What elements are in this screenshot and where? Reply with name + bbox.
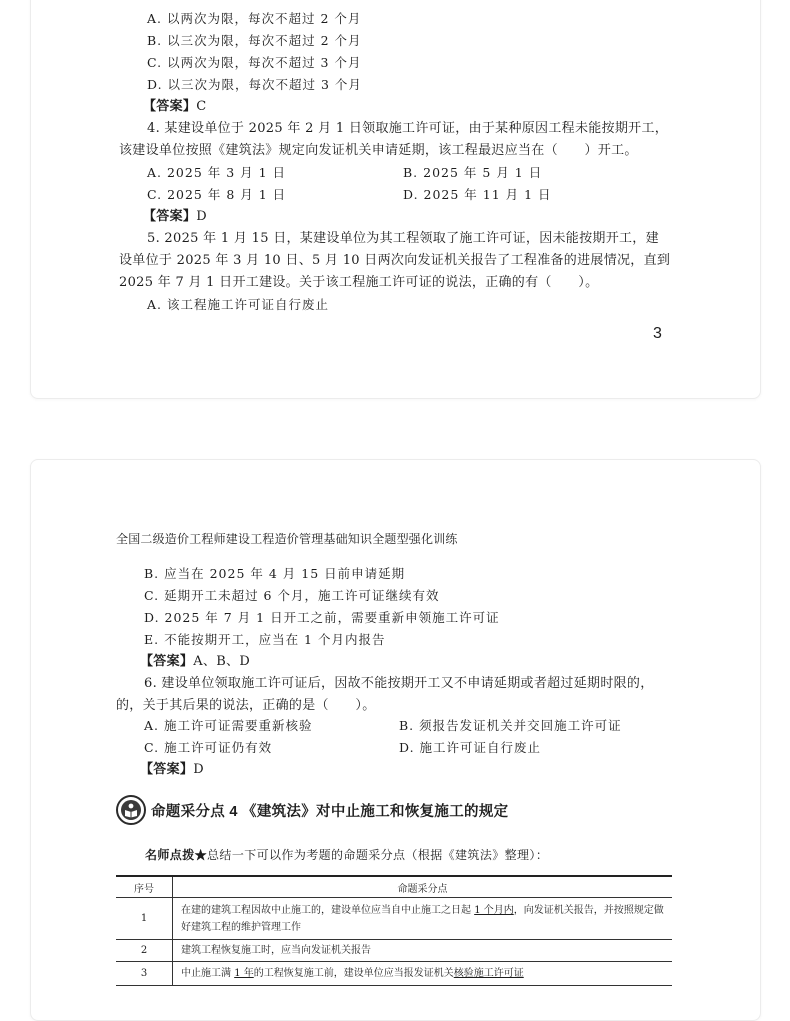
row-text-underlined: 1 个月内 (474, 904, 514, 916)
row-text-part: ，向发证机关报告，并按照规定做好建筑工程的维护管理工作 (181, 904, 664, 933)
tip-label: 名师点拨★ (145, 848, 208, 862)
q5-option-e: E. 不能按期开工，应当在 1 个月内报告 (144, 632, 386, 647)
row-text-part: 在建的建筑工程因故中止施工的，建设单位应当自中止施工之日起 (181, 904, 475, 916)
running-header: 全国二级造价工程师建设工程造价管理基础知识全题型强化训练 (116, 532, 458, 546)
q3-option-b: B. 以三次为限，每次不超过 2 个月 (147, 33, 362, 48)
row-text-underlined: 核验施工许可证 (453, 968, 524, 979)
answer-value: D (196, 209, 207, 224)
q5-option-b: B. 应当在 2025 年 4 月 15 日前申请延期 (144, 566, 406, 581)
page-number: 3 (653, 325, 662, 342)
row-text (173, 940, 673, 962)
q3-option-a: A. 以两次为限，每次不超过 2 个月 (147, 11, 362, 26)
answer-label: 【答案】 (140, 654, 194, 669)
document-page-1 (30, 0, 761, 399)
q5-text-line-2: 设单位于 2025 年 3 月 10 日、5 月 10 日两次向发证机关报告了工程准备的进展情况，直到 (119, 253, 671, 268)
table-row (116, 962, 672, 986)
q4-option-d: D. 2025 年 11 月 1 日 (403, 187, 552, 202)
document-page-2 (30, 459, 761, 1021)
reading-book-icon (116, 795, 146, 825)
column-header-points: 命题采分点 (173, 876, 673, 898)
q6-option-d: D. 施工许可证自行废止 (399, 740, 542, 755)
q5-text-line-3: 2025 年 7 月 1 日开工建设。关于该工程施工许可证的说法，正确的有（ ）。 (119, 275, 599, 290)
table-header-row (116, 876, 672, 898)
table-row (116, 940, 672, 962)
row-text-part: 的工程恢复施工前，建设单位应当报发证机关 (253, 968, 454, 979)
q6-answer (140, 762, 204, 778)
row-text (173, 898, 673, 940)
answer-label: 【答案】 (140, 762, 194, 777)
teacher-tip (145, 846, 548, 863)
q5-option-c: C. 延期开工未超过 6 个月，施工许可证继续有效 (144, 588, 440, 603)
answer-value: C (196, 99, 207, 114)
q6-text-line-2: 的，关于其后果的说法，正确的是（ ）。 (116, 698, 376, 713)
q4-answer (143, 209, 207, 225)
row-text-part: 建筑工程恢复施工时，应当向发证机关报告 (181, 945, 371, 956)
q5-option-a: A. 该工程施工许可证自行废止 (147, 297, 329, 312)
row-text-underlined: 1 年 (234, 968, 254, 979)
answer-label: 【答案】 (143, 209, 197, 224)
q3-option-c: C. 以两次为限，每次不超过 3 个月 (147, 55, 362, 70)
row-number: 1 (116, 898, 173, 940)
q6-option-c: C. 施工许可证仍有效 (144, 740, 273, 755)
q3-option-d: D. 以三次为限，每次不超过 3 个月 (147, 77, 362, 92)
q4-option-a: A. 2025 年 3 月 1 日 (147, 165, 287, 180)
section-title: 命题采分点 4 《建筑法》对中止施工和恢复施工的规定 (151, 804, 509, 820)
q5-answer (140, 654, 250, 670)
answer-value: A、B、D (193, 654, 251, 669)
row-text-part: 中止施工满 (181, 968, 235, 979)
q4-text-line-2: 该建设单位按照《建筑法》规定向发证机关申请延期，该工程最迟应当在（ ）开工。 (119, 143, 638, 158)
q4-option-c: C. 2025 年 8 月 1 日 (147, 187, 287, 202)
q4-text-line-1: 4. 某建设单位于 2025 年 2 月 1 日领取施工许可证，由于某种原因工程未能按期开工， (147, 121, 669, 136)
q6-text-line-1: 6. 建设单位领取施工许可证后，因故不能按期开工又不申请延期或者超过延期时限的， (144, 676, 654, 691)
answer-label: 【答案】 (143, 99, 197, 114)
q5-option-d: D. 2025 年 7 月 1 日开工之前，需要重新申领施工许可证 (144, 610, 500, 625)
row-number: 2 (116, 940, 173, 962)
q4-option-b: B. 2025 年 5 月 1 日 (403, 165, 543, 180)
table-row (116, 898, 672, 940)
row-text (173, 962, 673, 986)
q5-text-line-1: 5. 2025 年 1 月 15 日，某建设单位为其工程领取了施工许可证，因未能按期开工，建 (147, 231, 659, 246)
q6-option-b: B. 须报告发证机关并交回施工许可证 (399, 718, 622, 733)
q6-option-a: A. 施工许可证需要重新核验 (144, 718, 313, 733)
tip-text: 总结一下可以作为考题的命题采分点（根据《建筑法》整理）： (207, 848, 549, 862)
column-header-number: 序号 (116, 876, 173, 898)
answer-value: D (193, 762, 204, 777)
row-number: 3 (116, 962, 173, 986)
q3-answer (143, 99, 206, 115)
scoring-points-table (116, 875, 672, 986)
